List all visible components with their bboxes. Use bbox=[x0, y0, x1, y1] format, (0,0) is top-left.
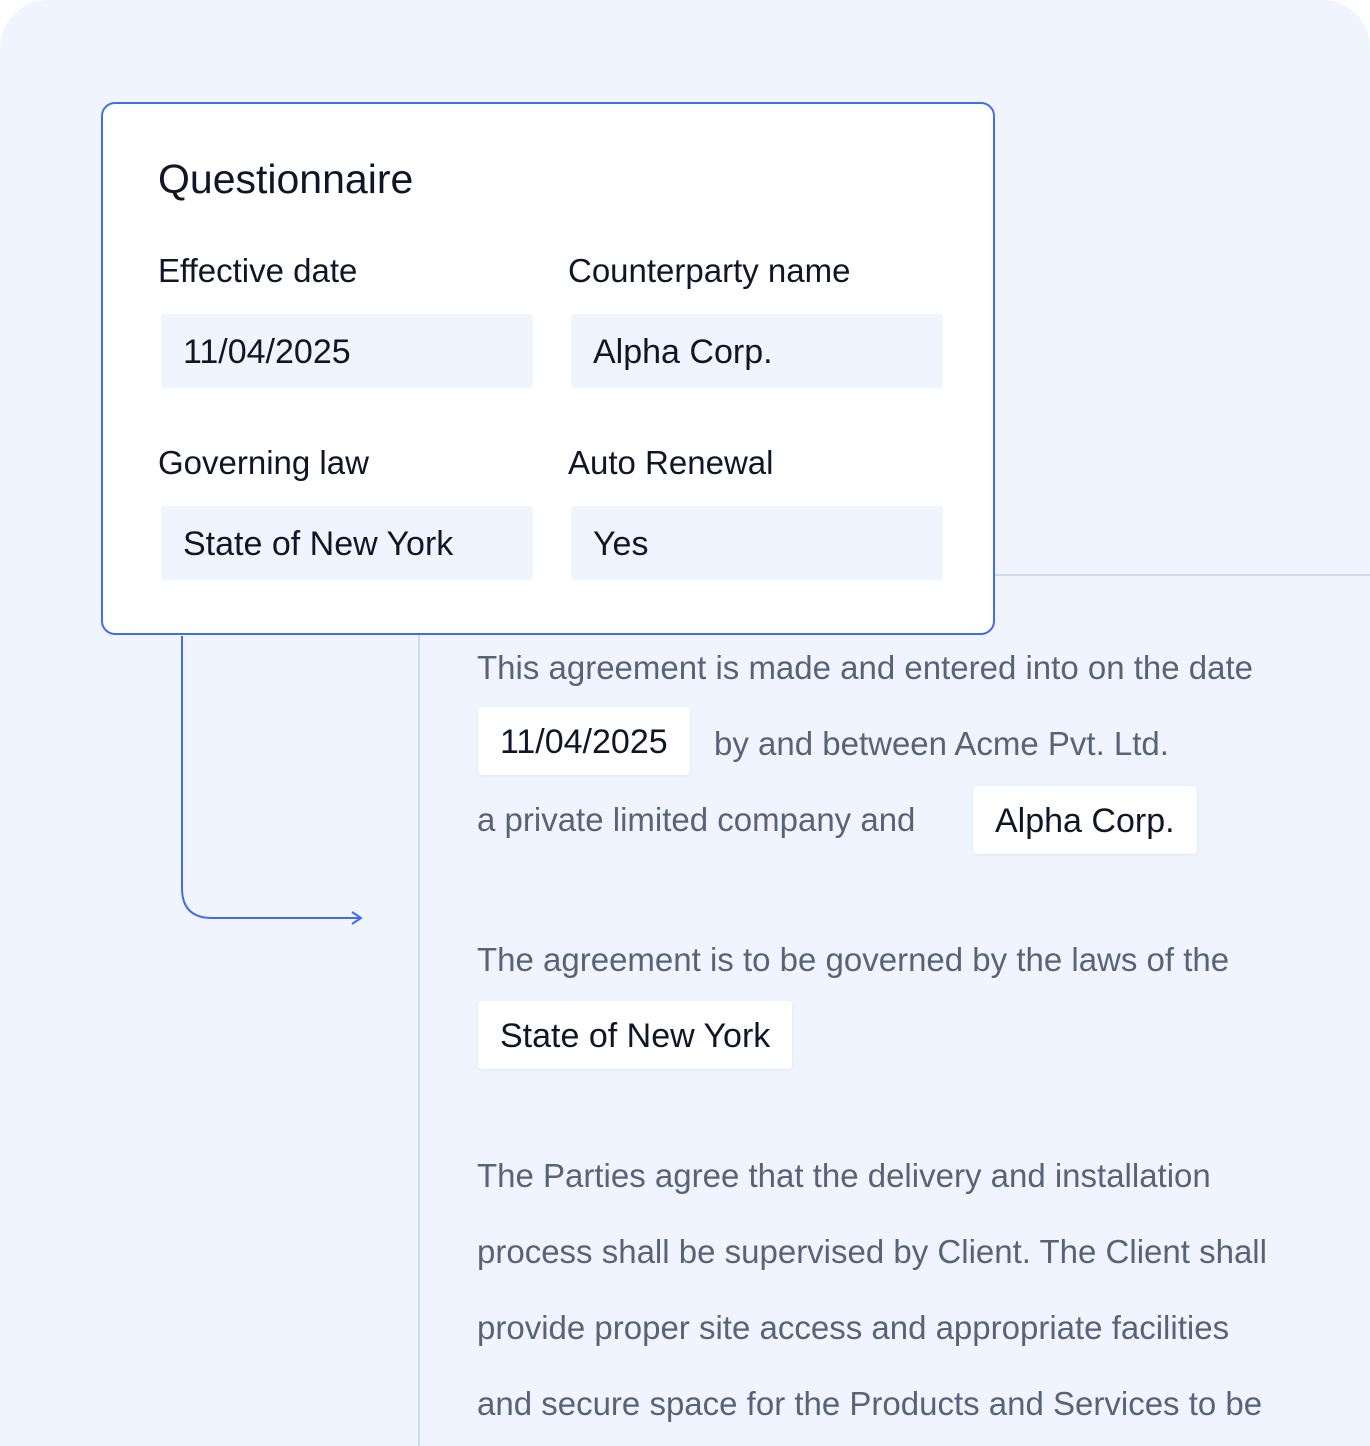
counterparty-chip[interactable]: Alpha Corp. bbox=[973, 786, 1197, 854]
governing-law-label: Governing law bbox=[158, 444, 369, 481]
para1-line3: a private limited company and bbox=[477, 801, 916, 838]
effective-date-field[interactable]: 11/04/2025 bbox=[161, 314, 533, 388]
governing-law-chip[interactable]: State of New York bbox=[478, 1001, 792, 1069]
para3-line4: and secure space for the Products and Services to be bbox=[477, 1385, 1263, 1422]
auto-renewal-field[interactable]: Yes bbox=[571, 506, 943, 580]
counterparty-name-label: Counterparty name bbox=[568, 252, 851, 289]
counterparty-name-field[interactable]: Alpha Corp. bbox=[571, 314, 943, 388]
para2-line1: The agreement is to be governed by the laws of the bbox=[477, 941, 1230, 978]
para1-line2: by and between Acme Pvt. Ltd. bbox=[714, 725, 1169, 762]
para3-line1: The Parties agree that the delivery and installation bbox=[477, 1157, 1211, 1194]
effective-date-label: Effective date bbox=[158, 252, 358, 289]
questionnaire-title: Questionnaire bbox=[158, 156, 414, 202]
para1-line1: This agreement is made and entered into on the date bbox=[477, 649, 1253, 686]
governing-law-field[interactable]: State of New York bbox=[161, 506, 533, 580]
auto-renewal-label: Auto Renewal bbox=[568, 444, 774, 481]
para3-line2: process shall be supervised by Client. The Client shall bbox=[477, 1233, 1267, 1270]
questionnaire-card bbox=[101, 102, 995, 635]
date-chip[interactable]: 11/04/2025 bbox=[478, 707, 690, 775]
para3-line3: provide proper site access and appropriate facilities bbox=[477, 1309, 1230, 1346]
